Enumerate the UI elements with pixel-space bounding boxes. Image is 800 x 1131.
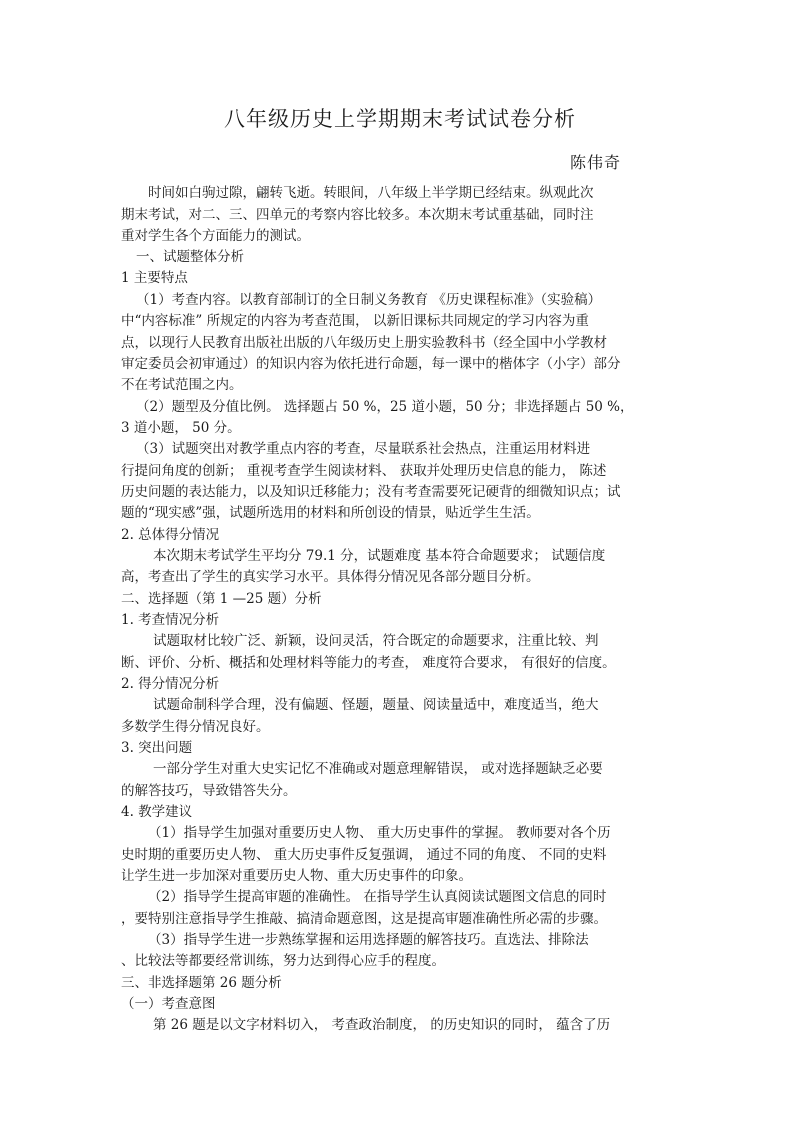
subsection-heading: 4. 教学建议 xyxy=(121,804,193,820)
paragraph-line: 3 道小题， 50 分。 xyxy=(121,420,241,436)
subsection-heading: 2. 总体得分情况 xyxy=(121,527,220,543)
page-title: 八年级历史上学期期末考试试卷分析 xyxy=(224,107,576,131)
paragraph-line: 高，考查出了学生的真实学习水平。具体得分情况见各部分题目分析。 xyxy=(121,569,540,585)
paragraph-line: （1）指导学生加强对重要历史人物、 重大历史事件的掌握。 教师要对各个历 xyxy=(148,825,611,841)
subsection-heading: 3. 突出问题 xyxy=(121,740,193,756)
paragraph-line: 第 26 题是以文字材料切入， 考查政治制度， 的历史知识的同时， 蕴含了历 xyxy=(153,1017,611,1033)
paragraph-line: 试题命制科学合理，没有偏题、怪题，题量、阅读量适中，难度适当，绝大 xyxy=(153,697,599,713)
paragraph-line: （2）指导学生提高审题的准确性。 在指导学生认真阅读试题图文信息的同时 xyxy=(148,889,607,905)
paragraph-line: 点，以现行人民教育出版社出版的八年级历史上册实验教科书（经全国中小学教材 xyxy=(121,335,607,351)
paragraph-line: 多数学生得分情况良好。 xyxy=(121,719,270,735)
paragraph-line: （2）题型及分值比例。 选择题占 50 %，25 道小题，50 分；非选择题占 50 %， xyxy=(136,399,634,415)
paragraph-line: 的解答技巧，导致错答失分。 xyxy=(121,783,297,799)
section-heading: 二、选择题（第 1 —25 题）分析 xyxy=(121,591,322,607)
paragraph-line: 历史问题的表达能力，以及知识迁移能力；没有考查需要死记硬背的细微知识点；试 xyxy=(121,484,621,500)
paragraph-line: （3）指导学生进一步熟练掌握和运用选择题的解答技巧。直选法、排除法 xyxy=(148,932,589,948)
subsection-heading: 2. 得分情况分析 xyxy=(121,676,220,692)
paragraph-line: 期末考试，对二、三、四单元的考察内容比较多。本次期末考试重基础，同时注 xyxy=(121,207,594,223)
paragraph-line: 中“内容标准” 所规定的内容为考查范围， 以新旧课标共同规定的学习内容为重 xyxy=(121,313,589,329)
paragraph-line: 一部分学生对重大史实记忆不准确或对题意理解错误， 或对选择题缺乏必要 xyxy=(153,761,603,777)
paragraph-line: 、比较法等都要经常训练，努力达到得心应手的程度。 xyxy=(121,953,445,969)
paragraph-line: （1）考查内容。以教育部制订的全日制义务教育 《历史课程标准》（实验稿） xyxy=(136,292,602,308)
paragraph-line: 审定委员会初审通过）的知识内容为依托进行命题，每一课中的楷体字（小字）部分 xyxy=(121,356,621,372)
section-heading: 三、非选择题第 26 题分析 xyxy=(121,975,282,991)
subsection-heading: 1. 考查情况分析 xyxy=(121,612,220,628)
paragraph-line: 断、评价、分析、概括和处理材料等能力的考查， 难度符合要求， 有很好的信度。 xyxy=(121,655,616,671)
paragraph-line: 试题取材比较广泛、新颖，设问灵活，符合既定的命题要求，注重比较、判 xyxy=(153,633,599,649)
paragraph-line: 不在考试范围之内。 xyxy=(121,377,243,393)
paragraph-line: 史时期的重要历史人物、 重大历史事件反复强调， 通过不同的角度、 不同的史料 xyxy=(121,847,607,863)
section-heading: 一、试题整体分析 xyxy=(136,249,244,265)
paragraph-line: 时间如白驹过隙，翩转飞逝。转眼间，八年级上半学期已经结束。纵观此次 xyxy=(148,185,594,201)
paragraph-line: 题的“现实感”强，试题所选用的材料和所创设的情景，贴近学生生活。 xyxy=(121,505,540,521)
paragraph-line: 行提问角度的创新； 重视考查学生阅读材料、 获取并处理历史信息的能力， 陈述 xyxy=(121,463,607,479)
paragraph-line: 重对学生各个方面能力的测试。 xyxy=(121,228,310,244)
subsection-heading: （一）考查意图 xyxy=(121,996,216,1012)
paragraph-line: 本次期末考试学生平均分 79.1 分，试题难度 基本符合命题要求； 试题信度 xyxy=(153,548,606,564)
paragraph-line: 让学生进一步加深对重要历史人物、重大历史事件的印象。 xyxy=(121,868,472,884)
author-name: 陈伟奇 xyxy=(570,153,622,172)
subsection-heading: 1 主要特点 xyxy=(121,270,188,286)
paragraph-line: ，要特别注意指导学生推敲、搞清命题意图，这是提高审题准确性所必需的步骤。 xyxy=(121,911,607,927)
paragraph-line: （3）试题突出对教学重点内容的考查，尽量联系社会热点，注重运用材料进 xyxy=(136,441,591,457)
